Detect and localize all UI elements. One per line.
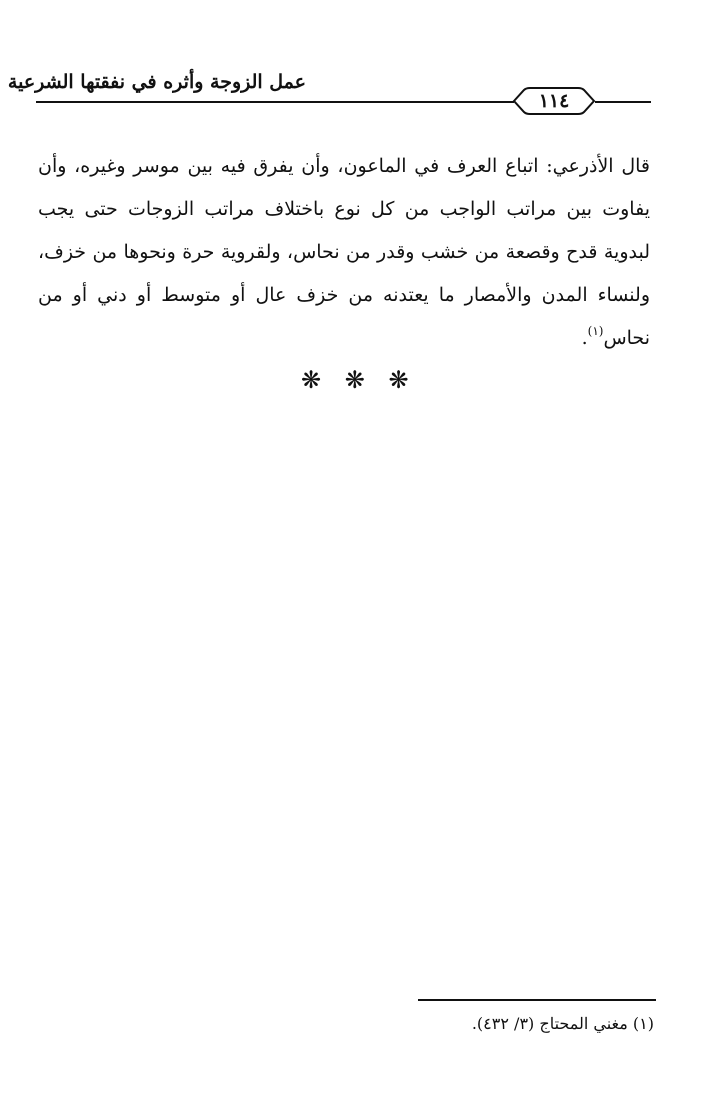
running-title: عمل الزوجة وأثره في نفقتها الشرعية <box>7 71 306 93</box>
page-number-frame <box>512 86 596 116</box>
text-line: ولنساء المدن والأمصار ما يعتدنه من خزف عال أو متوسط أو دني أو من <box>38 284 650 306</box>
text-line: قال الأذرعي: اتباع العرف في الماعون، وأن يفرق فيه بين موسر وغيره، وأن <box>38 155 650 177</box>
text-line: لبدوية قدح وقصعة من خشب وقدر من نحاس، ولقروية حرة ونحوها من خزف، <box>38 241 650 263</box>
section-ornament: ❋ ❋ ❋ <box>301 366 417 394</box>
last-line-period: . <box>581 327 588 349</box>
header-rule-left <box>36 101 514 103</box>
header-rule-right <box>595 101 651 103</box>
text-line-last <box>38 317 650 360</box>
footnote-separator <box>418 999 656 1001</box>
page-number: ١١٤ <box>538 90 570 112</box>
last-line-word: نحاس <box>603 327 650 349</box>
text-line: يفاوت بين مراتب الواجب من كل نوع باختلاف مراتب الزوجات حتى يجب <box>38 198 650 220</box>
body-paragraph <box>38 145 650 360</box>
footnote-item: (١) مغني المحتاج (٣/ ٤٣٢). <box>471 1014 654 1033</box>
footnote-reference[interactable]: (١) <box>587 324 604 338</box>
